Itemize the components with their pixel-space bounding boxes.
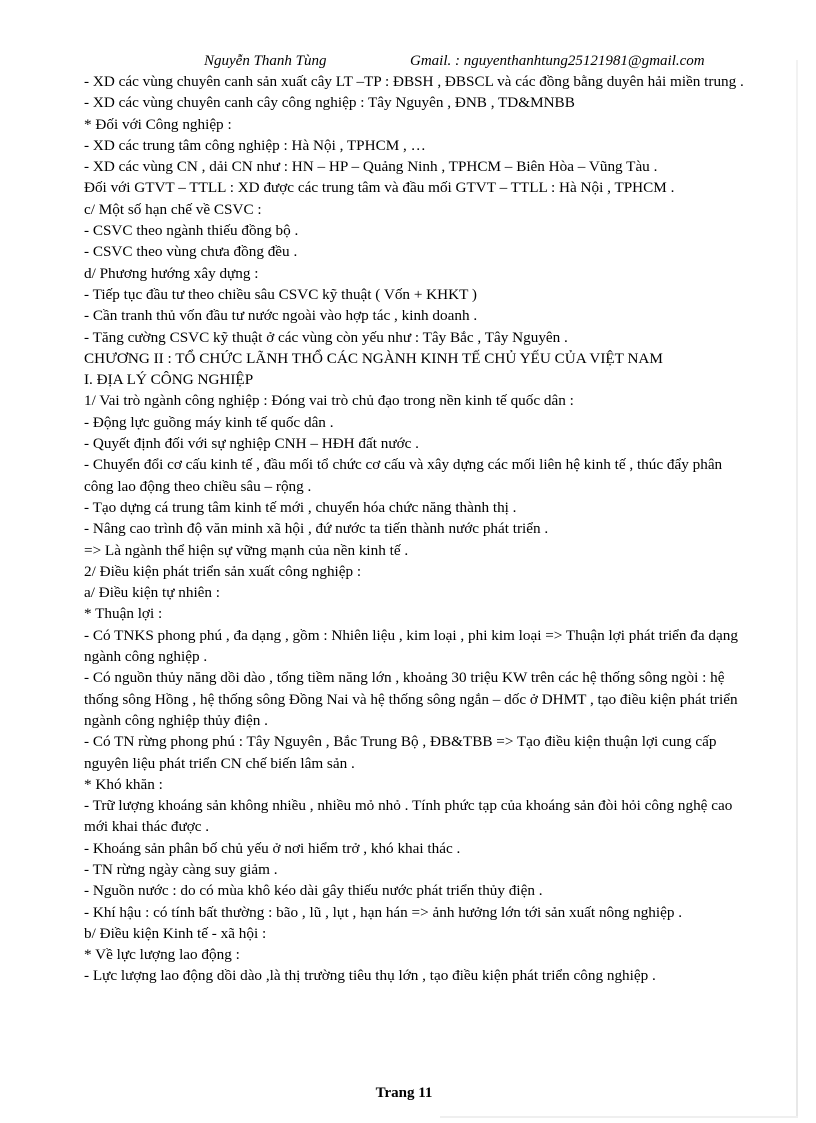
text-line: - Chuyển đổi cơ cấu kinh tế , đầu mối tổ chức cơ cấu và xây dựng các mối liên hệ kinh tế , thúc đẩy phân công lao động theo chiều sâu – rộng .: [84, 456, 723, 495]
text-line: - CSVC theo vùng chưa đồng đều .: [84, 243, 298, 261]
text-line: - CSVC theo ngành thiếu đồng bộ .: [84, 222, 299, 240]
text-line: - Quyết định đối với sự nghiệp CNH – HĐH đất nước .: [84, 435, 419, 453]
text-line: - TN rừng ngày càng suy giảm .: [84, 860, 278, 878]
text-line: Đối với GTVT – TTLL : XD được các trung tâm và đầu mối GTVT – TTLL : Hà Nội , TPHCM .: [84, 179, 675, 197]
text-line: 2/ Điều kiện phát triển sản xuất công nghiệp :: [84, 562, 362, 580]
chapter-heading: CHƯƠNG II : TỔ CHỨC LÃNH THỔ CÁC NGÀNH KINH TẾ CHỦ YẾU CỦA VIỆT NAM: [84, 349, 663, 367]
text-line: => Là ngành thể hiện sự vững mạnh của nền kinh tế .: [84, 541, 409, 559]
text-line: - Khoáng sản phân bố chủ yếu ở nơi hiểm trở , khó khai thác .: [84, 839, 461, 857]
section-heading: I. ĐỊA LÝ CÔNG NGHIỆP: [84, 371, 254, 389]
text-line: - Nâng cao trình độ văn minh xã hội , đứ nước ta tiến thành nước phát triển .: [84, 520, 549, 538]
text-line: * Đối với Công nghiệp :: [84, 115, 232, 133]
header-email: Gmail. : nguyenthanhtung25121981@gmail.com: [410, 53, 705, 69]
text-line: - XD các vùng CN , dải CN như : HN – HP – Quảng Ninh , TPHCM – Biên Hòa – Vũng Tàu .: [84, 158, 658, 176]
text-line: - Có TNKS phong phú , đa dạng , gồm : Nhiên liệu , kim loại , phi kim loại => Thuận lợi phát triển đa dạng ngành công nghiệp .: [84, 626, 738, 666]
page-shadow-right: [796, 60, 798, 1116]
page-shadow-bottom: [440, 1116, 798, 1118]
text-line: 1/ Vai trò ngành công nghiệp : Đóng vai trò chủ đạo trong nền kinh tế quốc dân :: [84, 392, 574, 410]
text-line: a/ Điều kiện tự nhiên :: [84, 584, 221, 602]
text-line: c/ Một số hạn chế về CSVC :: [84, 200, 262, 218]
text-line: - XD các vùng chuyên canh cây công nghiệp : Tây Nguyên , ĐNB , TD&MNBB: [84, 94, 575, 112]
text-line: d/ Phương hướng xây dựng :: [84, 264, 259, 282]
text-line: * Khó khăn :: [84, 775, 163, 793]
header-author: Nguyễn Thanh Tùng: [204, 53, 327, 69]
text-line: - Có nguồn thủy năng dồi dào , tổng tiềm năng lớn , khoảng 30 triệu KW trên các hệ thống sông ngòi : hệ thống sông Hồng , hệ thống sông Đồng Nai và hệ thống sông ngắn – dốc ở DHMT , tạo điều kiện phát triển ngành công nghiệp thủy điện .: [84, 669, 738, 729]
text-line: - Nguồn nước : do có mùa khô kéo dài gây thiếu nước phát triển thủy điện .: [84, 882, 543, 900]
text-line: - Khí hậu : có tính bất thường : bão , lũ , lụt , hạn hán => ảnh hưởng lớn tới sản xuất nông nghiệp .: [84, 903, 683, 921]
page-header: [0, 53, 816, 73]
text-line: - XD các trung tâm công nghiệp : Hà Nội , TPHCM , …: [84, 136, 426, 154]
text-line: * Thuận lợi :: [84, 605, 163, 623]
page-footer: [0, 1085, 816, 1102]
text-line: * Về lực lượng lao động :: [84, 946, 240, 964]
text-line: - XD các vùng chuyên canh sản xuất cây LT –TP : ĐBSH , ĐBSCL và các đồng bằng duyên hải miền trung .: [84, 73, 744, 90]
text-line: - Lực lượng lao động dồi dào ,là thị trường tiêu thụ lớn , tạo điều kiện phát triển công nghiệp .: [84, 967, 656, 985]
text-line: b/ Điều kiện Kinh tế - xã hội :: [84, 924, 267, 942]
text-line: - Có TN rừng phong phú : Tây Nguyên , Bắc Trung Bộ , ĐB&TBB => Tạo điều kiện thuận lợi cung cấp nguyên liệu phát triển CN chế biến lâm sản .: [84, 733, 717, 772]
page-number: Trang 11: [375, 1085, 433, 1101]
text-line: - Tạo dựng cá trung tâm kinh tế mới , chuyển hóa chức năng thành thị .: [84, 498, 517, 516]
text-line: - Tăng cường CSVC kỹ thuật ở các vùng còn yếu như : Tây Bắc , Tây Nguyên .: [84, 328, 568, 346]
body-text: [84, 71, 744, 987]
text-line: - Cần tranh thủ vốn đầu tư nước ngoài vào hợp tác , kinh doanh .: [84, 307, 478, 325]
text-line: - Động lực guồng máy kinh tế quốc dân .: [84, 413, 334, 431]
text-line: - Tiếp tục đầu tư theo chiều sâu CSVC kỹ thuật ( Vốn + KHKT ): [84, 285, 477, 303]
text-line: - Trữ lượng khoáng sản không nhiều , nhiều mỏ nhỏ . Tính phức tạp của khoáng sản đòi hỏi công nghệ cao mới khai thác được .: [84, 797, 733, 836]
